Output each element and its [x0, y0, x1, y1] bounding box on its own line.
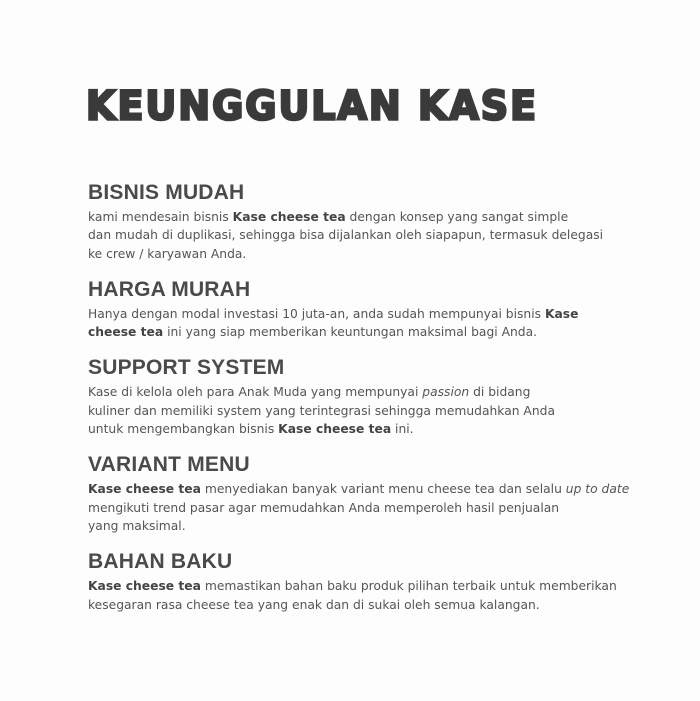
emphasis-text: passion	[422, 385, 470, 400]
section-heading: SUPPORT SYSTEM	[88, 356, 285, 380]
description-line	[88, 323, 688, 341]
description-line	[88, 208, 688, 226]
emphasis-text: up to date	[565, 482, 630, 497]
feature-section	[88, 452, 688, 535]
brand-name-text: cheese tea	[88, 325, 164, 340]
description-text: dengan konsep yang sangat simple	[345, 210, 569, 224]
brand-name-text: Kase cheese tea	[232, 210, 346, 224]
section-heading: VARIANT MENU	[88, 453, 250, 477]
description-text: untuk mengembangkan bisnis	[88, 422, 279, 437]
description-text: dan mudah di duplikasi, sehingga bisa dijalankan oleh siapapun, termasuk delegasi	[88, 228, 604, 243]
page-title: KEUNGGULAN KASE	[86, 82, 539, 130]
feature-section	[88, 549, 688, 614]
description-line	[88, 420, 688, 438]
description-text: kesegaran rasa cheese tea yang enak dan di sukai oleh semua kalangan.	[88, 597, 540, 612]
feature-section	[88, 355, 688, 438]
description-line	[88, 245, 688, 263]
description-line	[88, 596, 688, 614]
section-heading: BISNIS MUDAH	[88, 181, 245, 204]
description-text: mengikuti trend pasar agar memudahkan Anda memperoleh hasil penjualan	[88, 500, 560, 515]
description-line	[88, 402, 688, 420]
brand-name-text: Kase cheese tea	[88, 579, 201, 594]
section-heading: HARGA MURAH	[88, 277, 251, 301]
description-text: yang maksimal.	[88, 518, 186, 533]
description-line	[88, 517, 688, 535]
description-text: ini yang siap memberikan keuntungan maksimal bagi Anda.	[163, 325, 538, 340]
brand-name-text: Kase cheese tea	[278, 422, 392, 437]
section-heading: BAHAN BAKU	[88, 550, 233, 574]
description-text: Hanya dengan modal investasi 10 juta-an, anda sudah mempunyai bisnis	[88, 306, 545, 321]
description-line	[88, 383, 688, 401]
brand-name-text: Kase cheese tea	[88, 482, 201, 497]
brand-name-text: Kase	[544, 306, 579, 321]
description-line	[88, 577, 688, 595]
description-text: ke crew / karyawan Anda.	[88, 246, 247, 261]
description-text: kami mendesain bisnis	[88, 210, 233, 224]
feature-section	[88, 277, 688, 342]
description-line	[88, 226, 688, 244]
description-line	[88, 305, 688, 323]
description-line	[88, 499, 688, 517]
description-text: memastikan bahan baku produk pilihan terbaik untuk memberikan	[200, 579, 617, 594]
description-text: menyediakan banyak variant menu cheese tea dan selalu	[200, 482, 566, 497]
description-text: di bidang	[469, 385, 531, 400]
description-line	[88, 480, 688, 498]
feature-section	[88, 180, 688, 263]
feature-list	[88, 180, 688, 628]
description-text: Kase di kelola oleh para Anak Muda yang mempunyai	[88, 385, 423, 400]
description-text: kuliner dan memiliki system yang terintegrasi sehingga memudahkan Anda	[88, 403, 555, 418]
description-text: ini.	[391, 422, 414, 437]
